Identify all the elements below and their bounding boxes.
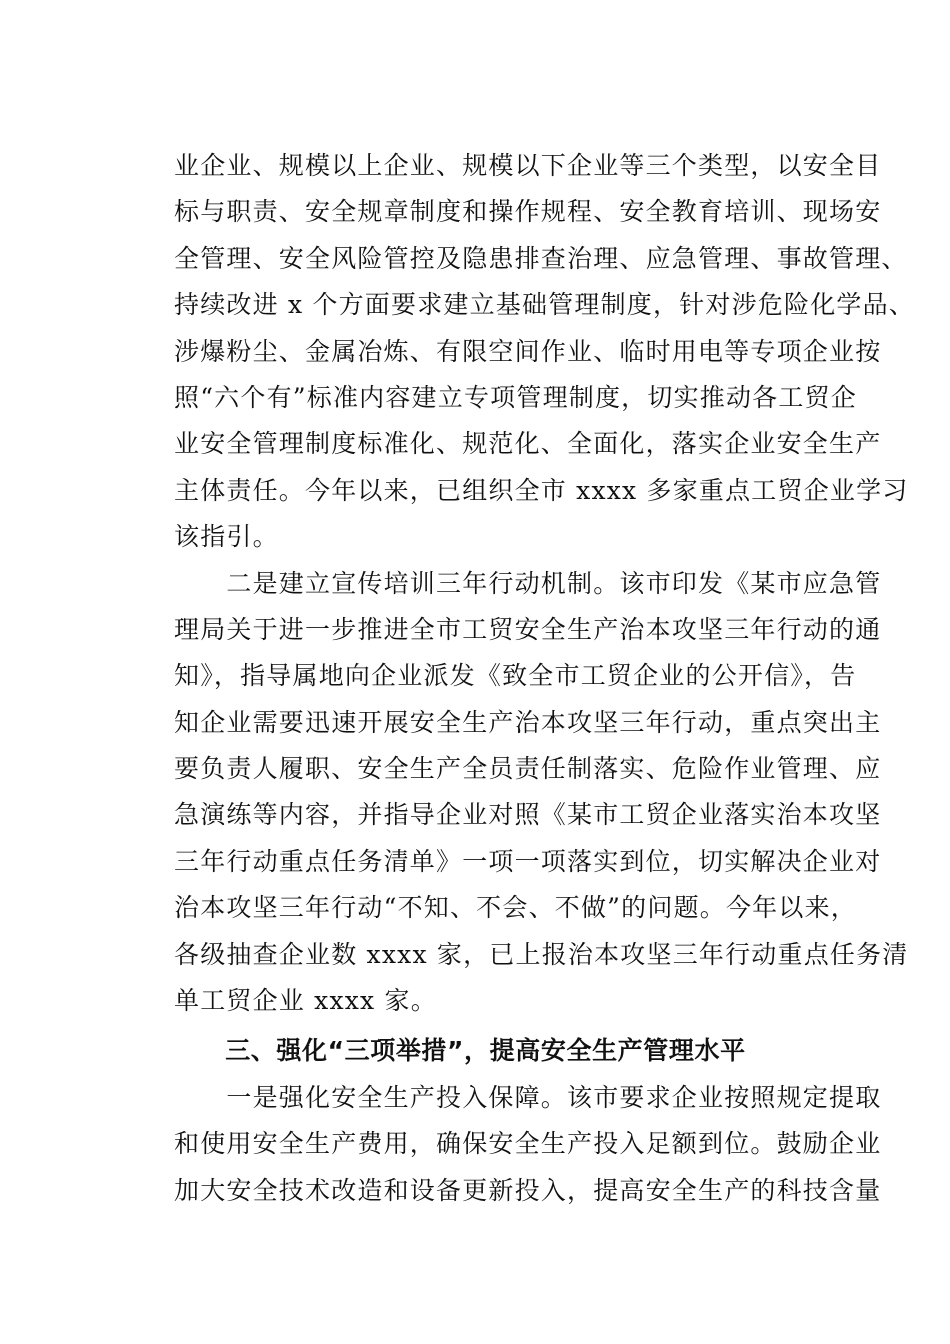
text-line: 和使用安全生产费用，确保安全生产投入足额到位。鼓励企业 <box>174 1129 882 1159</box>
text-line: 涉爆粉尘、金属冶炼、有限空间作业、临时用电等专项企业按 <box>174 336 882 366</box>
document-body <box>174 143 915 1214</box>
text-line: 主体责任。今年以来，已组织全市 xxxx 多家重点工贸企业学习 <box>174 475 909 505</box>
text-line: 各级抽查企业数 xxxx 家，已上报治本攻坚三年行动重点任务清 <box>174 939 909 969</box>
text-line: 三年行动重点任务清单》一项一项落实到位，切实解决企业对 <box>174 846 882 876</box>
text-line: 业安全管理制度标准化、规范化、全面化，落实企业安全生产 <box>174 429 882 459</box>
paragraph-enterprise-classification <box>174 143 915 561</box>
paragraph-safety-investment <box>174 1075 882 1214</box>
text-line: 知企业需要迅速开展安全生产治本攻坚三年行动，重点突出主 <box>174 707 882 737</box>
text-line: 要负责人履职、安全生产全员责任制落实、危险作业管理、应 <box>174 754 882 784</box>
text-line: 标与职责、安全规章制度和操作规程、安全教育培训、现场安 <box>174 197 882 227</box>
text-line: 业企业、规模以上企业、规模以下企业等三个类型，以安全目 <box>174 151 882 180</box>
paragraph-training-mechanism <box>174 561 909 1025</box>
text-line: 加大安全技术改造和设备更新投入，提高安全生产的科技含量 <box>174 1175 882 1205</box>
text-line: 一是强化安全生产投入保障。该市要求企业按照规定提取 <box>174 1082 882 1112</box>
text-line: 急演练等内容，并指导企业对照《某市工贸企业落实治本攻坚 <box>174 800 882 830</box>
section-heading: 三、强化“三项举措”，提高安全生产管理水平 <box>174 1036 746 1066</box>
text-line: 该指引。 <box>174 522 279 552</box>
text-line: 全管理、安全风险管控及隐患排查治理、应急管理、事故管理、 <box>174 243 908 273</box>
text-line: 治本攻坚三年行动“不知、不会、不做”的问题。今年以来， <box>174 893 857 923</box>
text-line: 二是建立宣传培训三年行动机制。该市印发《某市应急管 <box>174 568 882 598</box>
text-line: 知》，指导属地向企业派发《致全市工贸企业的公开信》，告 <box>174 661 857 691</box>
text-line: 单工贸企业 xxxx 家。 <box>174 986 437 1016</box>
text-line: 照“六个有”标准内容建立专项管理制度，切实推动各工贸企 <box>174 382 857 412</box>
text-line: 持续改进 x 个方面要求建立基础管理制度，针对涉危险化学品、 <box>174 290 915 320</box>
text-line: 理局关于进一步推进全市工贸安全生产治本攻坚三年行动的通 <box>174 614 882 644</box>
